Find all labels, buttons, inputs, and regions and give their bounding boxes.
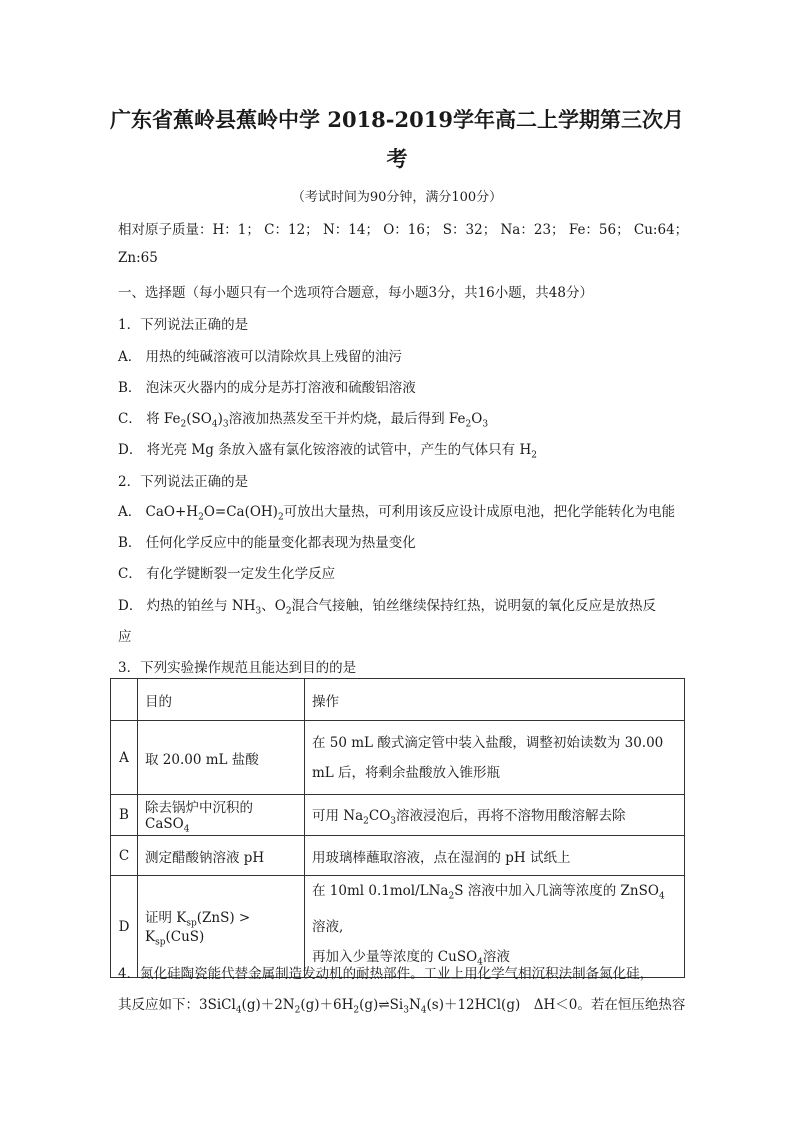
- table-header-row: [111, 679, 685, 721]
- q4-line1: 4．氮化硅陶瓷能代替金属制造发动机的耐热部件。工业上用化学气相沉积法制备氮化硅，: [118, 966, 654, 982]
- row-goal: 除去锅炉中沉积的 CaSO$_4$: [138, 795, 305, 836]
- exam-title-line1: 广东省蕉岭县蕉岭中学 2018-2019学年高二上学期第三次月: [110, 107, 684, 132]
- q2-option-a: A． $CaO+H_2O=Ca(OH)_2$可放出大量热，可利用该反应设计成原电池，把化学能转化为电能: [118, 504, 676, 523]
- row-label: C: [111, 836, 138, 876]
- q1-option-a: A． 用热的纯碱溶液可以清除炊具上残留的油污: [118, 349, 403, 365]
- q1-option-c: C． 将 $Fe_2(SO_4)_3$溶液加热蒸发至干并灼烧，最后得到 $Fe_2O_3$: [118, 411, 489, 430]
- row-goal: 证明 $K_{sp}(ZnS) > K_{sp}(CuS)$: [138, 876, 305, 978]
- q2-stem: 2．下列说法正确的是: [118, 474, 249, 490]
- q2-option-d: D． 灼热的铂丝与 $NH_3$、$O_2$混合气接触，铂丝继续保持红热，说明氨的氧化反应是放热反: [118, 598, 657, 617]
- q1-option-d: D． 将光亮 Mg 条放入盛有氯化铵溶液的试管中，产生的气体只有 $H_2$: [118, 442, 537, 461]
- table-row: [111, 795, 685, 836]
- row-goal: 取 20.00 mL 盐酸: [138, 721, 305, 795]
- q2-option-d-line2: 应: [118, 629, 132, 645]
- row-operation: 可用 $Na_2CO_3$溶液浸泡后，再将不溶物用酸溶解去除: [305, 795, 685, 836]
- row-label: B: [111, 795, 138, 836]
- exam-title-line2: 考: [386, 146, 408, 171]
- table-header-goal: 目的: [138, 679, 305, 721]
- q1-option-b: B． 泡沫灭火器内的成分是苏打溶液和硫酸铝溶液: [118, 380, 416, 396]
- q1-stem: 1．下列说法正确的是: [118, 317, 249, 333]
- row-operation: 在 50 mL 酸式滴定管中装入盐酸，调整初始读数为 30.00 mL 后，将剩余盐酸放入锥形瓶: [305, 721, 685, 795]
- q4-line2: 其反应如下：$3SiCl_4(g)+2N_2(g)+6H_2(g)\rightleftharpoons Si_3N_4(s)+12HCl(g)$ ΔH＜0。若在恒压绝热容: [118, 997, 686, 1016]
- table-row: [111, 721, 685, 795]
- row-operation: 在 10ml 0.1mol/LNa$_2$S 溶液中加入几滴等浓度的 ZnSO$_4$溶液, 再加入少量等浓度的 CuSO$_4$溶液: [305, 876, 685, 978]
- atomic-mass-line1: 相对原子质量：H：1； C：12； N：14； O：16； S：32； Na：23； Fe：56； Cu:64；: [118, 222, 689, 238]
- row-label: A: [111, 721, 138, 795]
- section-heading: 一、选择题（每小题只有一个选项符合题意，每小题3分，共16小题，共48分）: [118, 285, 593, 301]
- atomic-mass-line2: Zn:65: [118, 250, 158, 266]
- q2-option-b: B． 任何化学反应中的能量变化都表现为热量变化: [118, 535, 416, 551]
- row-label: D: [111, 876, 138, 978]
- q3-stem: 3．下列实验操作规范且能达到目的的是: [118, 660, 357, 676]
- q2-option-c: C． 有化学键断裂一定发生化学反应: [118, 566, 336, 582]
- table-row: [111, 836, 685, 876]
- row-goal: 测定醋酸钠溶液 pH: [138, 836, 305, 876]
- table-header-op: 操作: [305, 679, 685, 721]
- q3-table: [110, 678, 685, 978]
- equilibrium-arrow-icon: ⇌: [378, 997, 390, 1013]
- table-header-blank: [111, 679, 138, 721]
- row-operation: 用玻璃棒蘸取溶液，点在湿润的 pH 试纸上: [305, 836, 685, 876]
- exam-subtitle: （考试时间为90分钟，满分100分）: [291, 190, 503, 205]
